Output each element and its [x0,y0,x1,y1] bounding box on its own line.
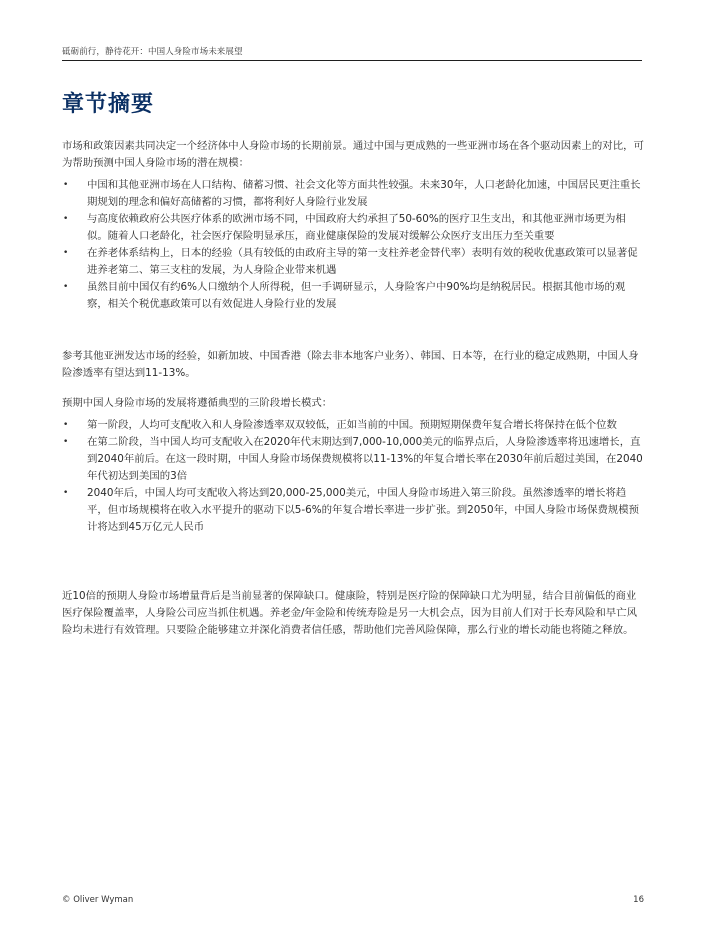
bullet-dot: • [63,420,69,430]
list-item [62,417,644,434]
bullet-dot: • [63,282,69,292]
list-item [62,177,644,211]
page-number: 16 [633,895,644,905]
section1-bullet-list [62,177,644,313]
bullet-dot: • [63,437,69,447]
spacer [62,382,644,390]
list-item [62,279,644,313]
list-item-text: 中国和其他亚洲市场在人口结构、储蓄习惯、社会文化等方面共性较强。未来30年，人口老龄化加速，中国居民更注重长期规划的理念和偏好高储蓄的习惯，都将利好人身险行业发展 [87,179,641,208]
main-content [62,138,644,639]
list-item [62,245,644,279]
list-item [62,434,644,485]
list-item-text: 2040年后，中国人均可支配收入将达到20,000-25,000美元，中国人身险市场进入第三阶段。虽然渗透率的增长将趋平，但市场规模将在收入水平提升的驱动下以5-6%的年复合增长率进一步扩张。到2050年，中国人身险市场保费规模预计将达到45万亿元人民币 [87,487,640,533]
header-rule [62,60,642,61]
list-item-text: 第一阶段，人均可支配收入和人身险渗透率双双较低，正如当前的中国。预期短期保费年复合增长将保持在低个位数 [87,419,617,431]
section4-paragraph: 近10倍的预期人身险市场增量背后是当前显著的保障缺口。健康险，特别是医疗险的保障缺口尤为明显，结合目前偏低的商业医疗保险覆盖率，人身险公司应当抓住机遇。养老金/年金险和传统寿险是另一大机会点，因为目前人们对于长寿风险和早亡风险均未进行有效管理。只要险企能够建立并深化消费者信任感，帮助他们完善风险保障，那么行业的增长动能也将随之释放。 [62,590,637,636]
section1-intro: 市场和政策因素共同决定一个经济体中人身险市场的长期前景。通过中国与更成熟的一些亚洲市场在各个驱动因素上的对比，可为帮助预测中国人身险市场的潜在规模： [62,140,644,169]
spacer [62,536,644,588]
footer-copyright: © Oliver Wyman [62,895,134,905]
list-item-text: 在养老体系结构上，日本的经验（具有较低的由政府主导的第一支柱养老金替代率）表明有效的税收优惠政策可以显著促进养老第二、第三支柱的发展，为人身险企业带来机遇 [87,247,638,276]
page-title: 章节摘要 [62,92,155,117]
list-item-text: 在第二阶段，当中国人均可支配收入在2020年代末期达到7,000-10,000美元的临界点后，人身险渗透率将迅速增长，直到2040年前后。在这一段时期，中国人身险市场保费规模将以11-13%的年复合增长率在2030年前后超过美国，在2040年代初达到美国的3倍 [87,436,643,482]
bullet-dot: • [63,214,69,224]
section3-bullet-list [62,417,644,536]
bullet-dot: • [63,180,69,190]
bullet-dot: • [63,248,69,258]
list-item-text: 与高度依赖政府公共医疗体系的欧洲市场不同，中国政府大约承担了50-60%的医疗卫生支出，和其他亚洲市场更为相似。随着人口老龄化，社会医疗保险明显承压，商业健康保险的发展对缓解公众医疗支出压力至关重要 [87,213,626,242]
list-item [62,485,644,536]
list-item [62,211,644,245]
bullet-dot: • [63,488,69,498]
spacer [62,313,644,348]
section3-intro: 预期中国人身险市场的发展将遵循典型的三阶段增长模式： [62,397,333,409]
running-header: 砥砺前行，静待花开：中国人身险市场未来展望 [62,47,243,57]
list-item-text: 虽然目前中国仅有约6%人口缴纳个人所得税，但一手调研显示，人身险客户中90%均是纳税居民。根据其他市场的观察，相关个税优惠政策可以有效促进人身险行业的发展 [87,281,626,310]
section2-paragraph: 参考其他亚洲发达市场的经验，如新加坡、中国香港（除去非本地客户业务）、韩国、日本等，在行业的稳定成熟期，中国人身险渗透率有望达到11-13%。 [62,350,639,379]
